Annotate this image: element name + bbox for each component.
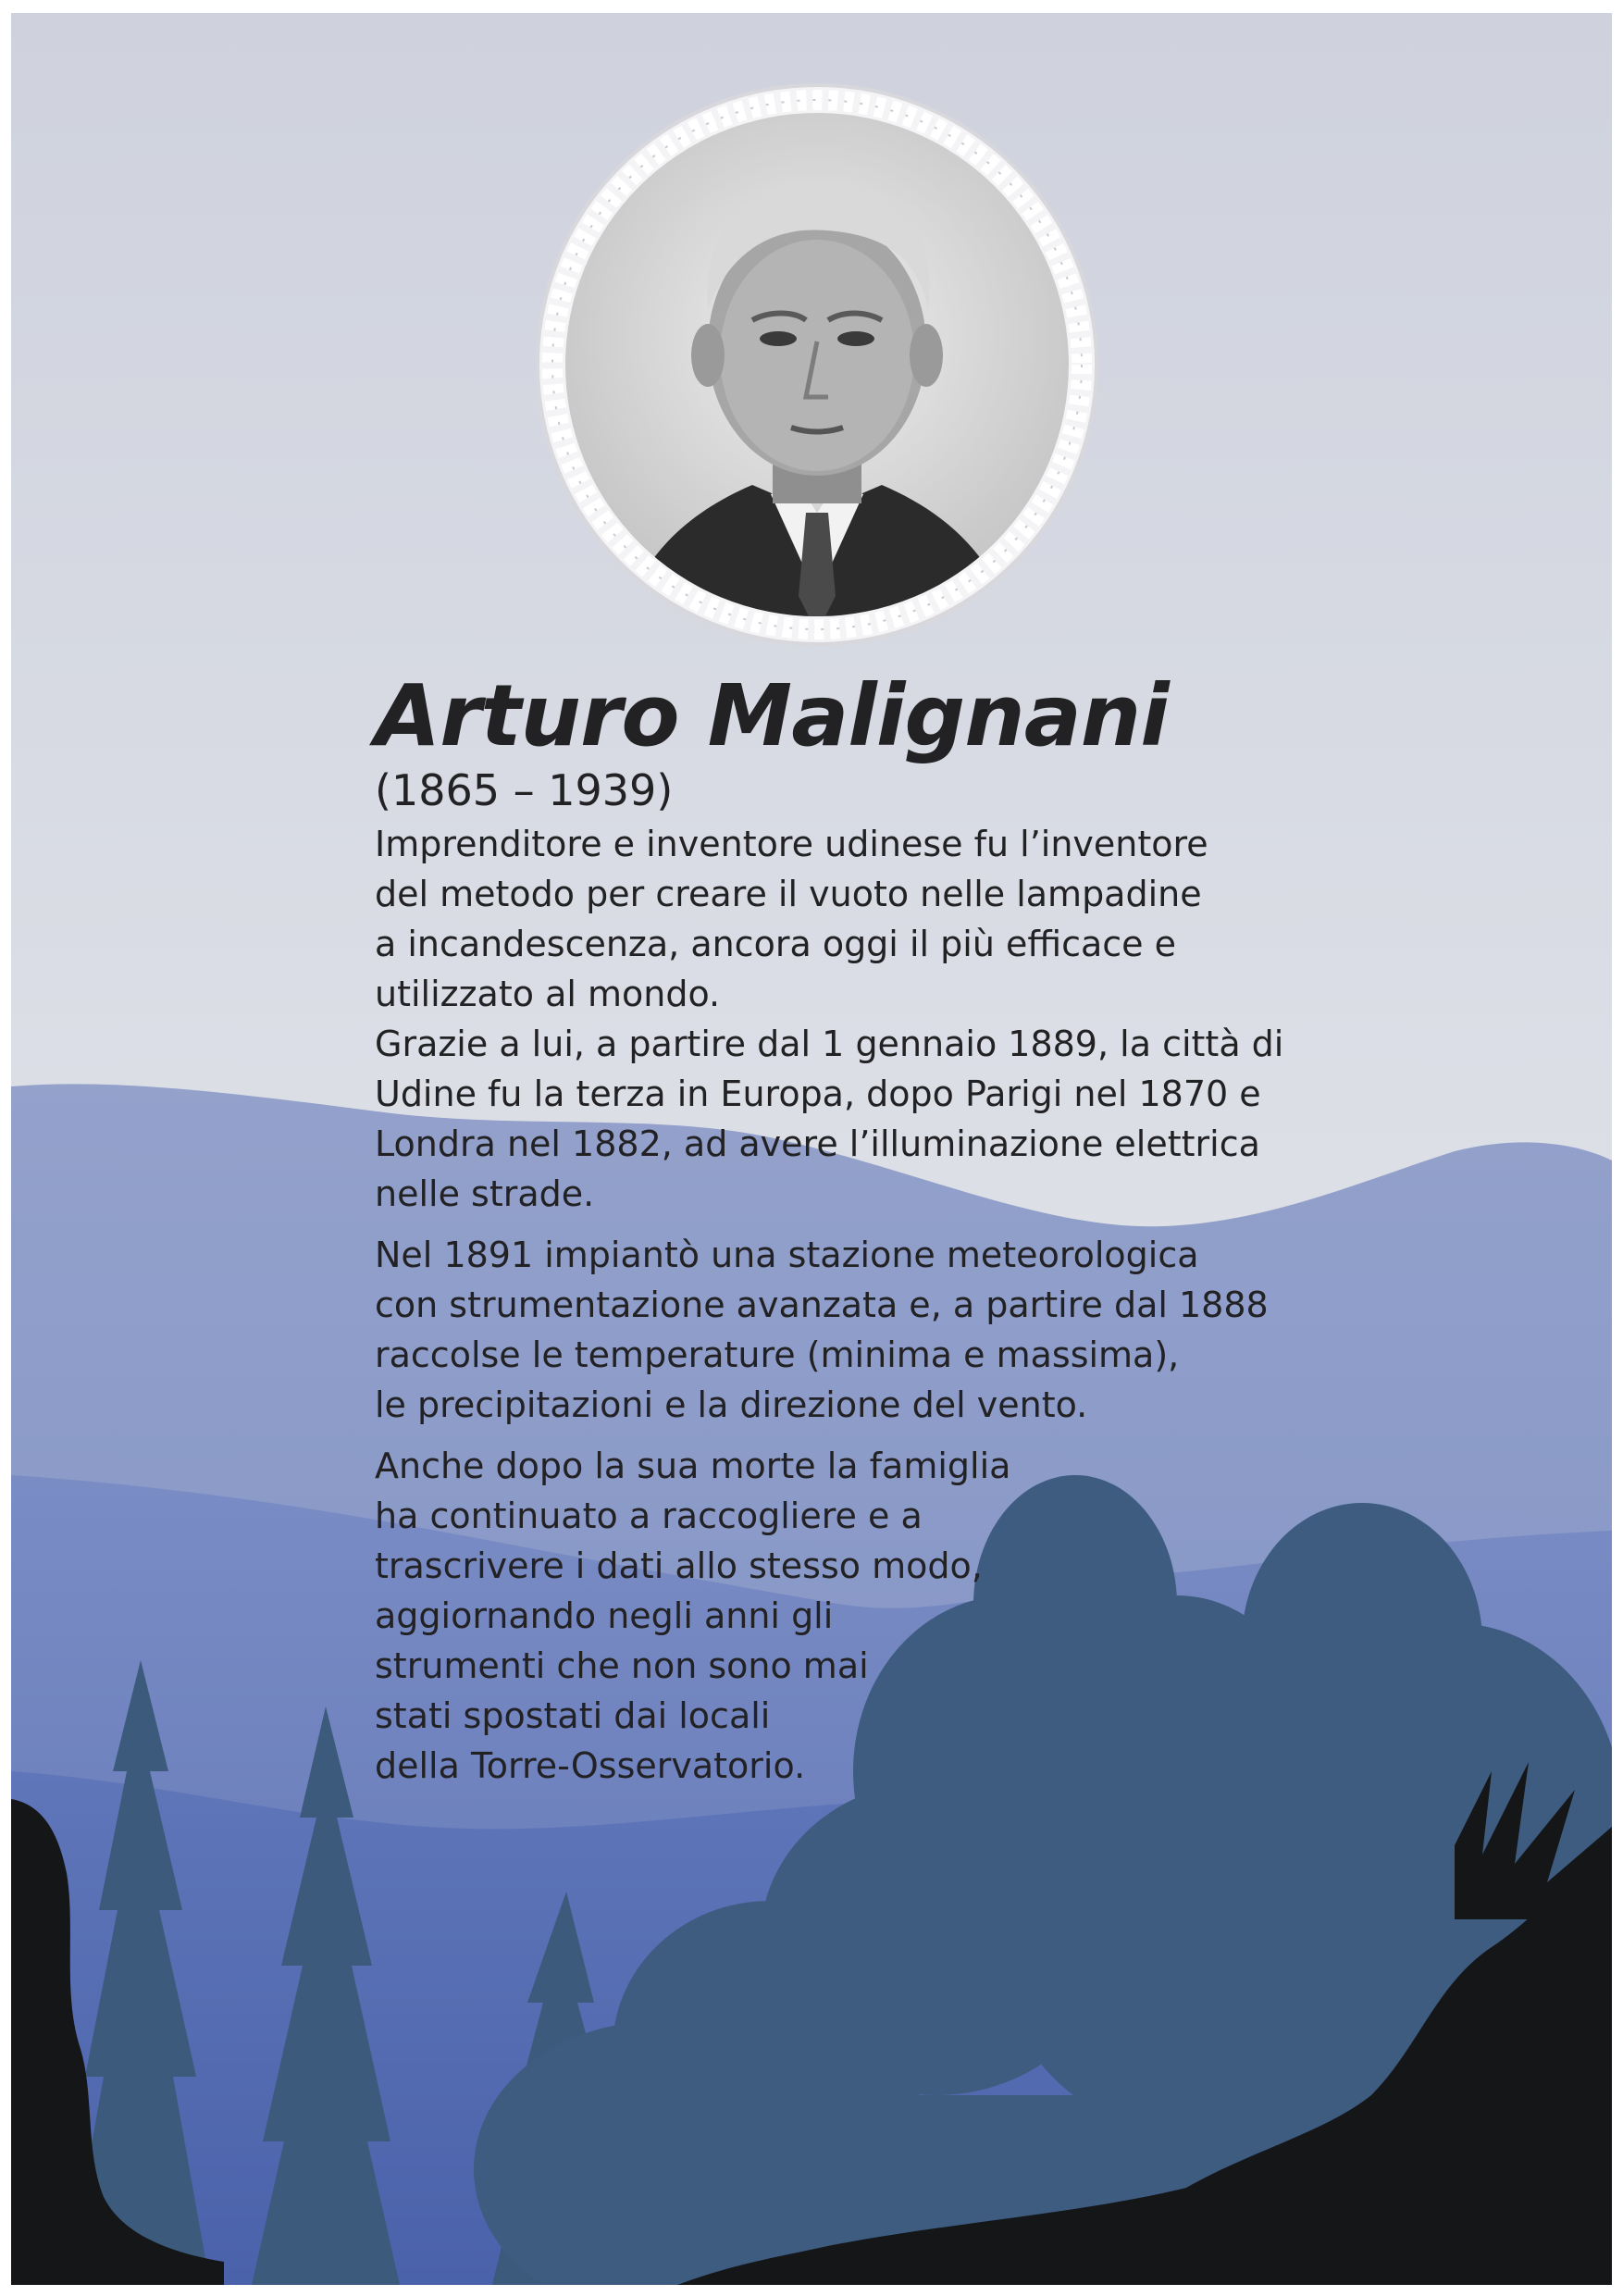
life-years: (1865 – 1939) [375, 764, 674, 815]
poster [11, 13, 1612, 2285]
portrait-medallion [530, 78, 1104, 652]
bio-paragraph-1: Imprenditore e inventore udinese fu l’inventore del metodo per creare il vuoto nelle lampadine a incandescenza, ancora oggi il più efficace e utilizzato al mondo. Grazie a lui, a partire dal 1 gennaio 1889, la città di Udine fu la terza in Europa, dopo Parigi nel 1870 e Londra nel 1882, ad avere l’illuminazione elettrica nelle strade. [375, 824, 1284, 1215]
portrait-image [530, 78, 1104, 652]
person-name: Arturo Malignani [375, 666, 1169, 765]
bio-paragraph-3: Anche dopo la sua morte la famiglia ha continuato a raccogliere e a trascrivere i dati allo stesso modo, aggiornando negli anni gli strumenti che non sono mai stati spostati dai locali della Torre-Osservatorio. [375, 1446, 1011, 1787]
biography [375, 666, 1300, 1791]
bio-paragraph-2: Nel 1891 impiantò una stazione meteorologica con strumentazione avanzata e, a partire dal 1888 raccolse le temperature (minima e massima), le precipitazioni e la direzione del vento. [375, 1235, 1269, 1426]
